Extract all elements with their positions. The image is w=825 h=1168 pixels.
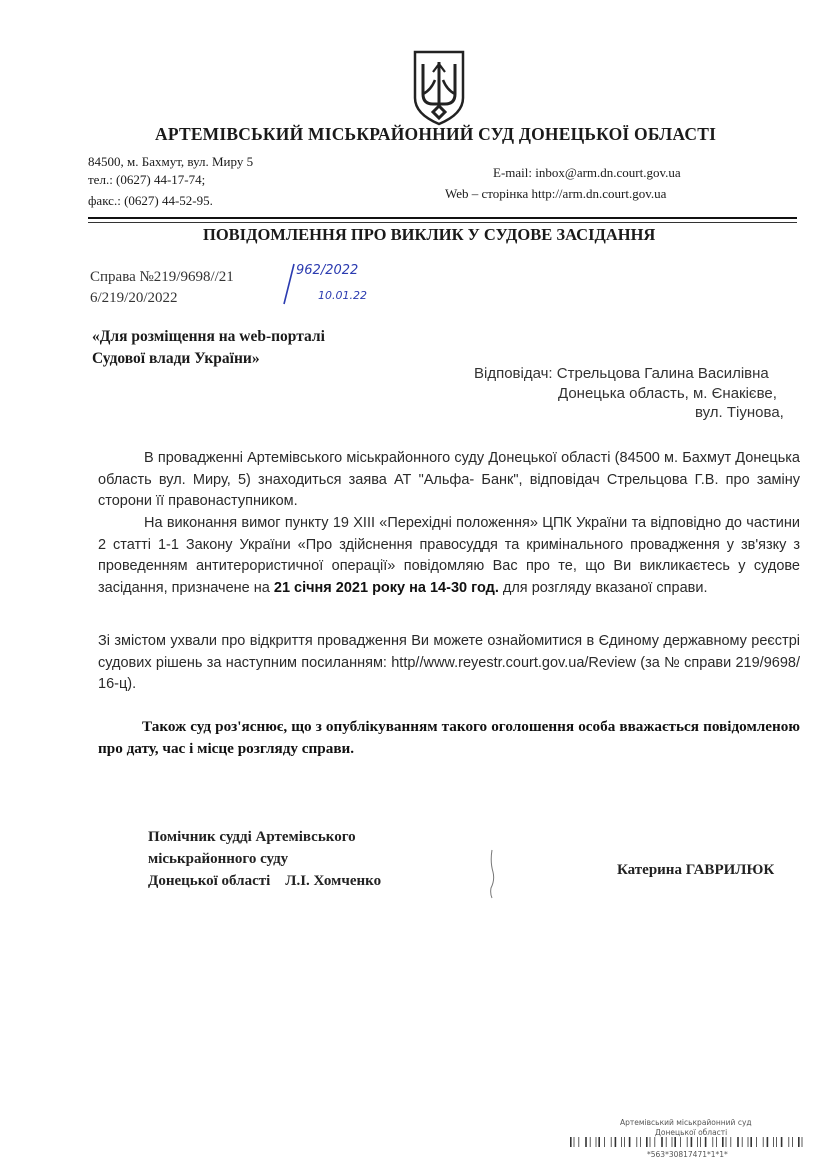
footer-court-stamp: Артемівський міськрайонний суд — [620, 1118, 752, 1127]
court-website: Web – сторінка http://arm.dn.court.gov.ua — [445, 186, 667, 201]
barcode-number: *563*30817471*1*1* — [647, 1150, 728, 1159]
signatory-block — [148, 826, 381, 892]
header-divider-thin — [88, 222, 797, 223]
paragraph-text: На виконання вимог пункту 19 XIII «Перехідні положення» ЦПК України та відповідно до частини 2 статті 1-1 Закону України «Про здійснення правосуддя та кримінального провадження у зв'язку з проведенням антитерористичної операції» повідомляю Вас про те, що Ви викликаєтесь у судове засідання, призначене на — [98, 515, 800, 596]
handwritten-registration: 962/2022 — [296, 263, 359, 278]
court-phone: тел.: (0627) 44-17-74; — [88, 172, 206, 187]
respondent-address: Донецька область, м. Єнакієве, — [558, 385, 777, 402]
paragraph-summons — [98, 513, 800, 599]
judge-name: Катерина ГАВРИЛЮК — [617, 862, 775, 878]
signatory-line: Донецької області Л.І. Хомченко — [148, 873, 382, 889]
portal-note — [92, 326, 325, 370]
proceeding-number: 6/219/20/2022 — [90, 290, 178, 306]
paragraph-text: В провадженні Артемівського міськрайонного суду Донецької області (84500 м. Бахмут Донецька область вул. Миру, 5) знаходиться заява АТ "Альфа- Банк", відповідач Стрельцова Г.В. про заміну сторони її правонаступником. — [98, 450, 800, 509]
portal-note-line: Судової влади України» — [92, 350, 260, 367]
signatory-line: Помічник судді Артемівського — [148, 829, 356, 845]
portal-note-line: «Для розміщення на web-порталі — [92, 328, 325, 345]
respondent-name: Відповідач: Стрельцова Галина Василівна — [474, 365, 769, 382]
court-address: 84500, м. Бахмут, вул. Миру 5 — [88, 154, 254, 169]
header-divider — [88, 217, 797, 219]
paragraph-text: Зі змістом ухвали про відкриття провадження Ви можете ознайомитися в Єдиному державному реєстрі судових рішень за наступним посиланням: http//www.reyestr.court.gov.ua/Review (за № справи 219/9698/ 16-ц). — [98, 633, 800, 692]
paragraph-text: для розгляду вказаної справи. — [502, 579, 708, 596]
handwritten-slash — [282, 262, 296, 306]
signatory-line: міськрайонного суду — [148, 851, 289, 867]
court-fax: факс.: (0627) 44-52-95. — [88, 193, 213, 208]
court-name: АРТЕМІВСЬКИЙ МІСЬКРАЙОННИЙ СУД ДОНЕЦЬКОЇ ОБЛАСТІ — [155, 124, 717, 144]
hearing-datetime: 21 січня 2021 року на 14-30 год. — [273, 579, 499, 596]
case-number: Справа №219/9698//21 — [90, 269, 234, 285]
coat-of-arms-icon — [411, 50, 467, 126]
paragraph-registry — [98, 631, 800, 696]
footer-region-stamp: Донецької області — [655, 1128, 728, 1137]
paragraph-proceeding — [98, 448, 800, 513]
handwritten-date: 10.01.22 — [318, 289, 367, 302]
court-email: E-mail: inbox@arm.dn.court.gov.ua — [493, 165, 681, 180]
barcode-icon — [570, 1137, 805, 1147]
notice-title: ПОВІДОМЛЕННЯ ПРО ВИКЛИК У СУДОВЕ ЗАСІДАННЯ — [203, 225, 656, 244]
paragraph-text: Також суд роз'яснює, що з опублікуванням такого оголошення особа вважається повідомленою про дату, час і місце розгляду справи. — [98, 718, 800, 757]
respondent-street: вул. Тіунова, — [695, 404, 784, 421]
signature-mark — [486, 848, 498, 900]
paragraph-notice — [98, 716, 800, 760]
